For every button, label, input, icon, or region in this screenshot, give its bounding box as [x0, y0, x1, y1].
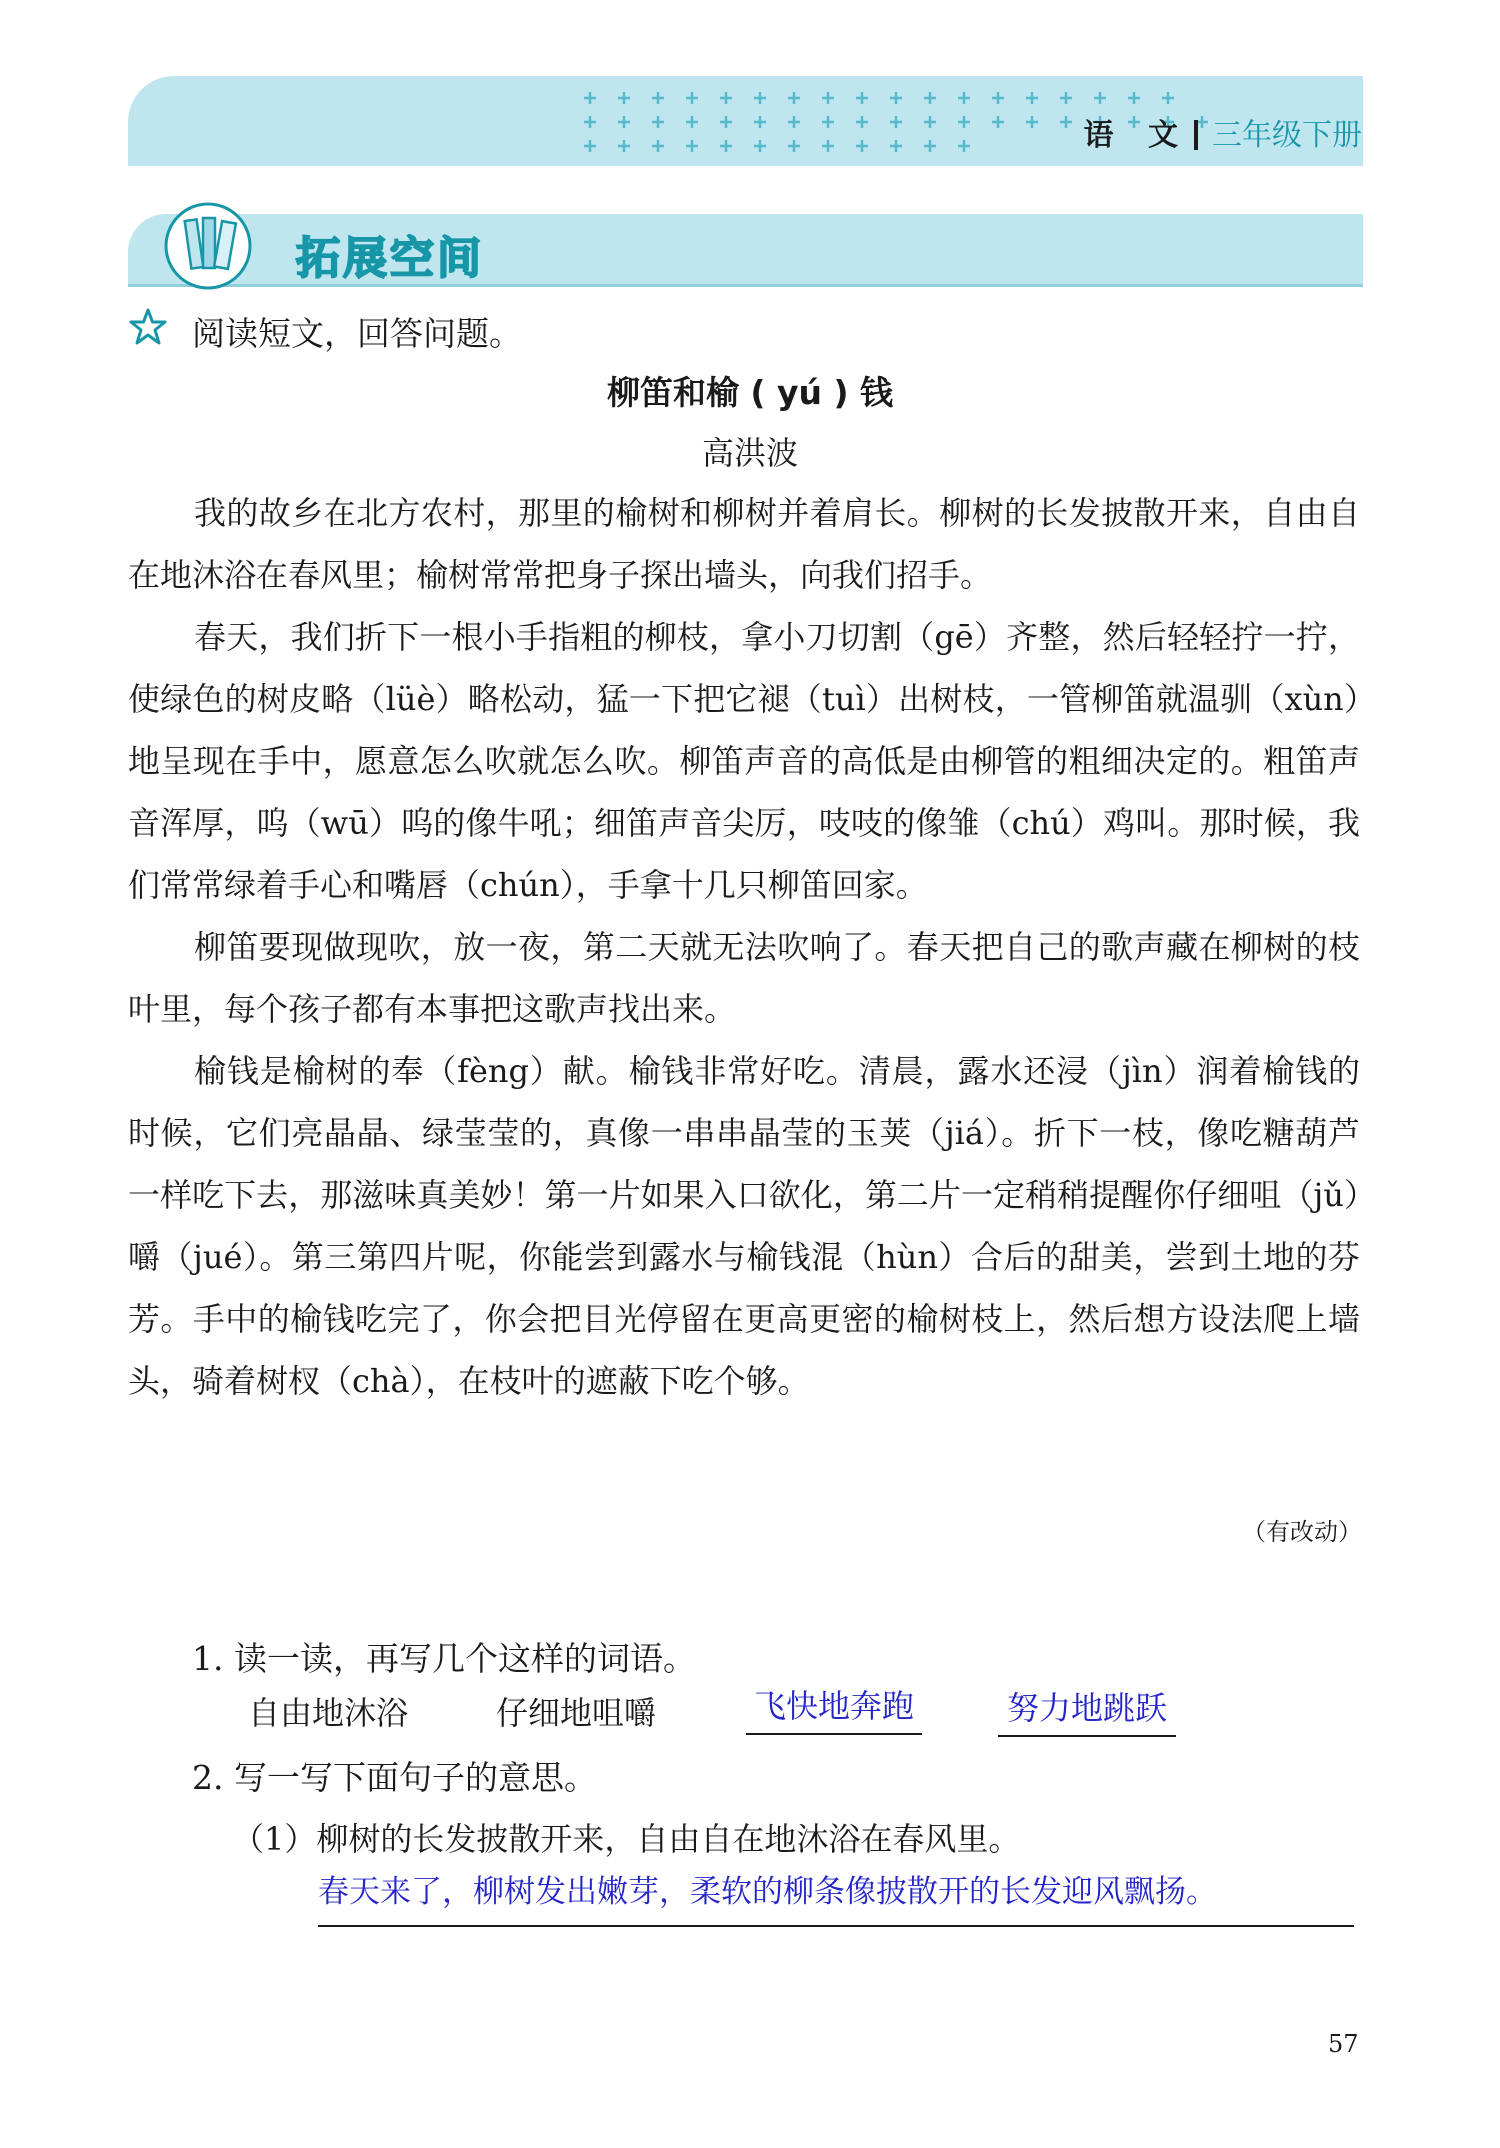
plus-mark [890, 92, 902, 104]
plus-mark [856, 92, 868, 104]
paragraph: 春天，我们折下一根小手指粗的柳枝，拿小刀切割（gē）齐整，然后轻轻拧一拧，使绿色的树皮略（lüè）略松动，猛一下把它褪（tuì）出树枝，一管柳笛就温驯（xùn）地呈现在手中，愿意怎么吹就怎么吹。柳笛声音的高低是由柳管的粗细决定的。粗笛声音浑厚，呜（wū）呜的像牛吼；细笛声音尖厉，吱吱的像雏（chú）鸡叫。那时候，我们常常绿着手心和嘴唇（chún），手拿十几只柳笛回家。 [128, 618, 1360, 904]
header-divider [1194, 120, 1198, 150]
plus-mark [856, 116, 868, 128]
plus-mark [618, 116, 630, 128]
plus-mark [1026, 116, 1038, 128]
plus-mark [754, 116, 766, 128]
plus-mark [618, 140, 630, 152]
question-2-1-sentence: （1）柳树的长发披散开来，自由自在地沐浴在春风里。 [232, 1820, 1021, 1858]
subject-label: 语 文 [1083, 118, 1190, 153]
books-icon [158, 198, 258, 290]
plus-mark [1094, 92, 1106, 104]
plus-mark [1060, 116, 1072, 128]
plus-mark [992, 116, 1004, 128]
plus-mark [822, 92, 834, 104]
plus-mark [686, 140, 698, 152]
article-body [128, 482, 1360, 1412]
article-author: 高洪波 [701, 434, 798, 472]
plus-mark [1128, 92, 1140, 104]
plus-mark [618, 92, 630, 104]
plus-mark [652, 140, 664, 152]
plus-mark [584, 140, 596, 152]
plus-mark [856, 140, 868, 152]
plus-mark [652, 116, 664, 128]
plus-mark [686, 92, 698, 104]
question-2-prompt: 2. 写一写下面句子的意思。 [192, 1758, 597, 1797]
plus-mark [1026, 92, 1038, 104]
plus-mark [720, 140, 732, 152]
plus-mark [754, 92, 766, 104]
plus-mark [822, 140, 834, 152]
grade-label: 三年级下册 [1212, 118, 1362, 153]
plus-mark [788, 116, 800, 128]
plus-mark [720, 92, 732, 104]
question-1-prompt: 1. 读一读，再写几个这样的词语。 [192, 1639, 696, 1678]
plus-mark [584, 116, 596, 128]
plus-mark [788, 140, 800, 152]
plus-mark [958, 116, 970, 128]
plus-mark [1162, 92, 1174, 104]
revision-note: （有改动） [1242, 1518, 1362, 1546]
plus-mark [788, 92, 800, 104]
plus-mark [822, 116, 834, 128]
plus-mark [924, 92, 936, 104]
plus-mark [924, 116, 936, 128]
plus-mark [1060, 92, 1072, 104]
plus-mark [958, 140, 970, 152]
answer-blank[interactable]: 飞快地奔跑 [746, 1681, 922, 1735]
plus-mark [924, 140, 936, 152]
paragraph: 榆钱是榆树的奉（fèng）献。榆钱非常好吃。清晨，露水还浸（jìn）润着榆钱的时候，它们亮晶晶、绿莹莹的，真像一串串晶莹的玉荚（jiá）。折下一枝，像吃糖葫芦一样吃下去，那滋味真美妙！第一片如果入口欲化，第二片一定稍稍提醒你仔细咀（jǔ）嚼（jué）。第三第四片呢，你能尝到露水与榆钱混（hùn）合后的甜美，尝到土地的芬芳。手中的榆钱吃完了，你会把目光停留在更高更密的榆树枝上，然后想方设法爬上墙头，骑着树杈（chà），在枝叶的遮蔽下吃个够。 [128, 1052, 1360, 1400]
answer-line[interactable]: 春天来了，柳树发出嫩芽，柔软的柳条像披散开的长发迎风飘扬。 [318, 1866, 1354, 1927]
section-title: 拓展空间 [296, 233, 484, 284]
instruction: 阅读短文，回答问题。 [192, 314, 522, 353]
plus-mark [890, 140, 902, 152]
article-title: 柳笛和榆 ( yú ) 钱 [606, 373, 894, 412]
example-word: 自由地沐浴 [248, 1694, 409, 1732]
plus-mark [754, 140, 766, 152]
page-number: 57 [1328, 2030, 1359, 2058]
star-icon [128, 307, 168, 347]
plus-mark [584, 92, 596, 104]
plus-mark [992, 92, 1004, 104]
paragraph: 柳笛要现做现吹，放一夜，第二天就无法吹响了。春天把自己的歌声藏在柳树的枝叶里，每个孩子都有本事把这歌声找出来。 [128, 928, 1360, 1028]
header-subject [1084, 110, 1362, 154]
paragraph: 我的故乡在北方农村，那里的榆树和柳树并着肩长。柳树的长发披散开来，自由自在地沐浴在春风里；榆树常常把身子探出墙头，向我们招手。 [128, 494, 1360, 594]
answer-blank[interactable]: 努力地跳跃 [998, 1683, 1176, 1737]
plus-mark [958, 92, 970, 104]
example-word: 仔细地咀嚼 [496, 1694, 657, 1732]
plus-mark [890, 116, 902, 128]
plus-mark [652, 92, 664, 104]
plus-mark [686, 116, 698, 128]
plus-mark [720, 116, 732, 128]
